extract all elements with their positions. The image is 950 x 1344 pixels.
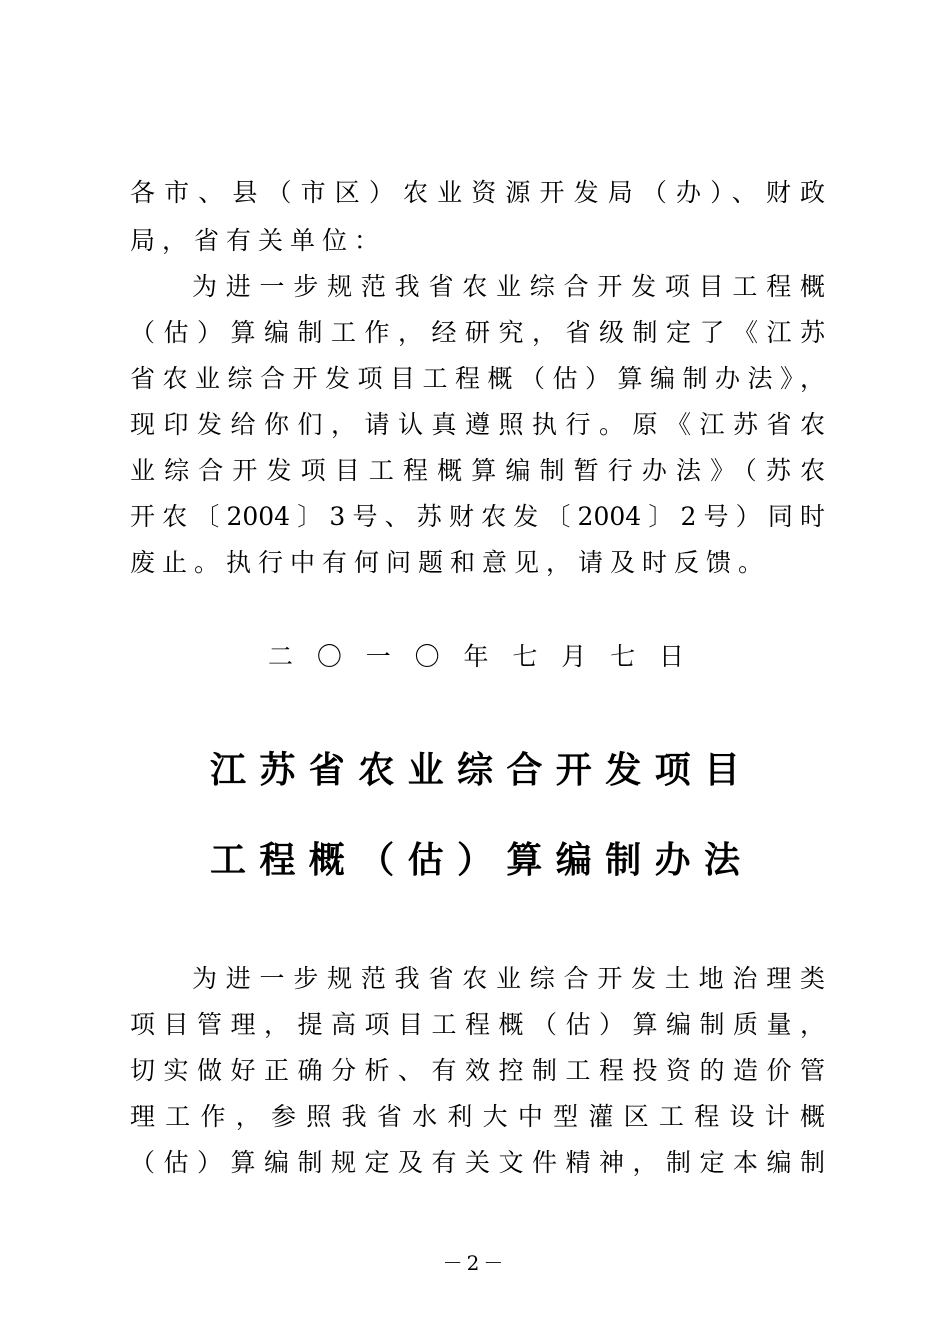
notice-date: 二〇一〇年七月七日: [268, 642, 684, 671]
notice-body-line-6: 开农〔2004〕3号、苏财农发〔2004〕2号）同时: [130, 502, 825, 531]
intro-line-5: （估）算编制规定及有关文件精神，制定本编制: [130, 1148, 825, 1177]
intro-line-3: 切实做好正确分析、有效控制工程投资的造价管: [130, 1056, 825, 1085]
intro-line-2: 项目管理，提高项目工程概（估）算编制质量，: [130, 1010, 825, 1039]
document-title-line-1: 江苏省农业综合开发项目: [210, 749, 740, 791]
notice-body-line-1: 为进一步规范我省农业综合开发项目工程概: [192, 272, 825, 301]
addressee-line-1: 各市、县（市区）农业资源开发局（办）、财政: [130, 178, 825, 207]
notice-body-line-3: 省农业综合开发项目工程概（估）算编制办法》，: [130, 364, 825, 393]
page-number: －2－: [442, 1251, 508, 1275]
notice-body-line-2: （估）算编制工作，经研究，省级制定了《江苏: [130, 318, 825, 347]
document-title-line-2: 工程概（估）算编制办法: [210, 839, 740, 881]
notice-body-line-5: 业综合开发项目工程概算编制暂行办法》（苏农: [130, 456, 825, 485]
addressee-line-2: 局，省有关单位：: [130, 226, 387, 255]
intro-line-1: 为进一步规范我省农业综合开发土地治理类: [192, 964, 825, 993]
intro-line-4: 理工作，参照我省水利大中型灌区工程设计概: [130, 1102, 825, 1131]
notice-body-line-4: 现印发给你们，请认真遵照执行。原《江苏省农: [130, 410, 825, 439]
notice-body-line-7: 废止。执行中有何问题和意见，请及时反馈。: [130, 548, 771, 577]
